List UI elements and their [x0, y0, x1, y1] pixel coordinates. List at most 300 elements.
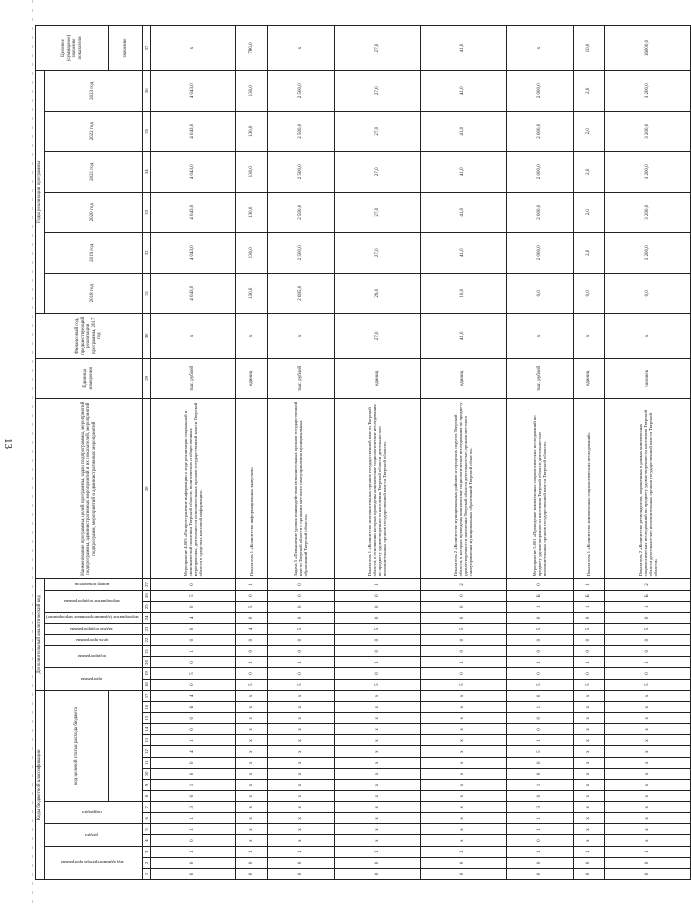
event-activity-header: мероприятие (административное мероприятие) — [44, 612, 142, 623]
column-index-cell: 28 — [142, 399, 150, 579]
column-index-cell: 7 — [142, 802, 150, 813]
row-year-value-cell: 0,0 — [506, 273, 573, 314]
year-header-2022: 2022 год — [44, 111, 142, 152]
code-digit-cell: 0 — [267, 579, 334, 590]
table-row — [267, 26, 334, 880]
code-digit-cell: 4 — [150, 612, 236, 623]
code-digit-cell: х — [267, 835, 334, 846]
code-digit-cell: 5 — [267, 679, 334, 690]
section-header: раздел — [44, 824, 142, 846]
column-index-cell: 23 — [142, 623, 150, 634]
table-row — [605, 26, 691, 880]
code-digit-cell: 1 — [506, 702, 573, 713]
code-digit-cell: х — [267, 735, 334, 746]
code-digit-cell: 3 — [506, 802, 573, 813]
code-digit-cell: х — [267, 690, 334, 701]
target-value-header: значение — [109, 26, 142, 71]
code-digit-cell: 1 — [506, 601, 573, 612]
code-digit-cell: 0 — [267, 590, 334, 601]
row-year-value-cell: 2 000,0 — [506, 192, 573, 233]
column-index-cell: 35 — [142, 111, 150, 152]
code-digit-cell: х — [236, 713, 267, 724]
column-index-cell: 18 — [142, 679, 150, 690]
code-digit-cell: 5 — [267, 623, 334, 634]
code-digit-cell: х — [573, 768, 604, 779]
code-digit-cell: х — [420, 757, 506, 768]
code-digit-cell: 0 — [335, 590, 421, 601]
code-digit-cell: 0 — [506, 646, 573, 657]
code-digit-cell: х — [420, 735, 506, 746]
column-index-cell: 33 — [142, 192, 150, 233]
code-digit-cell: х — [236, 768, 267, 779]
code-digit-cell: 0 — [267, 612, 334, 623]
row-base-year-cell: х — [236, 314, 267, 359]
code-digit-cell: 1 — [335, 846, 421, 857]
column-index-cell: 37 — [142, 26, 150, 71]
code-digit-cell: 1 — [506, 824, 573, 835]
column-index-cell: 1 — [142, 868, 150, 879]
code-digit-cell: х — [573, 724, 604, 735]
table-row — [236, 26, 267, 880]
year-header-2021: 2021 год — [44, 152, 142, 193]
code-digit-cell: 0 — [420, 612, 506, 623]
code-digit-cell: х — [420, 724, 506, 735]
code-digit-cell: х — [267, 768, 334, 779]
code-digit-cell: х — [605, 791, 691, 802]
code-digit-cell: 0 — [506, 579, 573, 590]
code-digit-cell: х — [335, 724, 421, 735]
code-digit-cell: 0 — [150, 623, 236, 634]
code-digit-cell: х — [335, 702, 421, 713]
row-unit-cell: единиц — [420, 358, 506, 399]
code-digit-cell: 0 — [605, 668, 691, 679]
code-digit-cell: 1 — [267, 657, 334, 668]
code-digit-cell: 5 — [150, 590, 236, 601]
code-digit-cell: х — [335, 757, 421, 768]
code-digit-cell: 1 — [150, 779, 236, 790]
row-target-cell: х — [506, 26, 573, 71]
code-digit-cell: 5 — [605, 623, 691, 634]
code-digit-cell: х — [605, 690, 691, 701]
code-digit-cell: 0 — [150, 868, 236, 879]
row-year-value-cell: 27,0 — [335, 233, 421, 274]
code-digit-cell: х — [573, 757, 604, 768]
column-index-row — [142, 26, 150, 880]
program-table — [35, 25, 691, 880]
column-index-cell: 5 — [142, 824, 150, 835]
code-digit-cell: 5 — [236, 601, 267, 612]
code-digit-cell: 4 — [150, 746, 236, 757]
row-target-cell: 41,0 — [420, 26, 506, 71]
program-header: программа — [44, 668, 142, 690]
code-digit-cell: 0 — [267, 668, 334, 679]
column-index-cell: 31 — [142, 273, 150, 314]
code-digit-cell: 1 — [236, 846, 267, 857]
column-index-cell: 14 — [142, 724, 150, 735]
code-digit-cell: 1 — [506, 846, 573, 857]
code-digit-cell: х — [236, 724, 267, 735]
code-digit-cell: 0 — [506, 635, 573, 646]
code-digit-cell: 0 — [420, 668, 506, 679]
code-digit-cell: 1 — [236, 579, 267, 590]
code-digit-cell: х — [236, 735, 267, 746]
code-digit-cell: х — [335, 802, 421, 813]
row-year-value-cell: 3 200,0 — [605, 192, 691, 233]
code-digit-cell: 0 — [506, 791, 573, 802]
code-digit-cell: х — [236, 690, 267, 701]
code-digit-cell: х — [335, 835, 421, 846]
code-digit-cell: 5 — [150, 668, 236, 679]
code-digit-cell: 0 — [335, 668, 421, 679]
column-index-cell: 11 — [142, 757, 150, 768]
code-digit-cell: 5 — [573, 623, 604, 634]
row-year-value-cell: 2,0 — [573, 71, 604, 112]
row-year-value-cell: 0,0 — [605, 273, 691, 314]
code-digit-cell: х — [420, 835, 506, 846]
code-digit-cell: 0 — [573, 857, 604, 868]
code-digit-cell: 5 — [420, 679, 506, 690]
row-year-value-cell: 41,0 — [420, 71, 506, 112]
code-digit-cell: х — [267, 724, 334, 735]
code-digit-cell: х — [420, 813, 506, 824]
row-year-value-cell: 2 500,0 — [267, 71, 334, 112]
column-index-cell: 2 — [142, 857, 150, 868]
code-digit-cell: 1 — [605, 601, 691, 612]
row-year-value-cell: 27,0 — [335, 71, 421, 112]
code-digit-cell: 0 — [605, 646, 691, 657]
table-row — [573, 26, 604, 880]
code-digit-cell: 0 — [506, 757, 573, 768]
code-digit-cell: х — [267, 757, 334, 768]
code-digit-cell: 1 — [420, 657, 506, 668]
column-index-cell: 3 — [142, 846, 150, 857]
code-digit-cell: 0 — [335, 857, 421, 868]
row-year-value-cell: 2,0 — [573, 233, 604, 274]
column-index-cell: 6 — [142, 813, 150, 824]
row-year-value-cell: 3 200,0 — [605, 71, 691, 112]
column-index-cell: 20 — [142, 657, 150, 668]
row-year-value-cell: 10,0 — [420, 273, 506, 314]
code-digit-cell: 0 — [267, 857, 334, 868]
code-digit-cell: 5 — [573, 679, 604, 690]
program-goal-header: цель программы — [44, 635, 142, 646]
column-index-cell: 19 — [142, 668, 150, 679]
code-digit-cell: 5 — [236, 679, 267, 690]
subprogram-event-header: мероприятие подпрограммы — [44, 590, 142, 612]
name-header: Наименование программы, целей программы, задач подпрограммы, мероприятий подпрограммы, административных мероприятий и их показателей, мероприятий подпрограмм, мероприятий и административных мероприятий — [36, 399, 143, 579]
code-digit-cell: 1 — [573, 601, 604, 612]
row-name-cell: Мероприятие 5.001 «Проведение комплексных социологических исследований по предмету удовлетворенности населения Тверской области деятельностью исполнительных органов государственной власти Тверской области» — [506, 399, 573, 579]
code-digit-cell: х — [573, 746, 604, 757]
code-digit-cell: 6 — [150, 702, 236, 713]
code-digit-cell: 1 — [150, 646, 236, 657]
code-digit-cell: 5 — [506, 746, 573, 757]
code-digit-cell: 1 — [150, 813, 236, 824]
row-year-value-cell: 130,0 — [236, 233, 267, 274]
row-year-value-cell: 2 500,0 — [267, 192, 334, 233]
code-digit-cell: 0 — [150, 724, 236, 735]
code-digit-cell: 0 — [506, 713, 573, 724]
code-digit-cell: 0 — [573, 868, 604, 879]
code-digit-cell: 5 — [605, 679, 691, 690]
row-base-year-cell: х — [150, 314, 236, 359]
code-digit-cell: 0 — [420, 601, 506, 612]
years-group-header: Годы реализации программы — [36, 71, 45, 314]
column-index-cell: 21 — [142, 646, 150, 657]
row-year-value-cell: 2 000,0 — [506, 233, 573, 274]
code-digit-cell: х — [605, 702, 691, 713]
column-index-cell: 16 — [142, 702, 150, 713]
code-digit-cell: 0 — [420, 646, 506, 657]
code-digit-cell: 1 — [267, 846, 334, 857]
code-digit-cell: 2 — [605, 579, 691, 590]
rotated-table-block — [35, 25, 658, 880]
row-year-value-cell: 2 000,0 — [506, 111, 573, 152]
row-year-value-cell: 4 043,0 — [150, 233, 236, 274]
code-digit-cell: х — [573, 813, 604, 824]
code-digit-cell: х — [335, 813, 421, 824]
year-header-2023: 2023 год — [44, 71, 142, 112]
code-digit-cell: 1 — [335, 579, 421, 590]
code-digit-cell: х — [420, 768, 506, 779]
code-digit-cell: 5 — [335, 679, 421, 690]
column-index-cell: 12 — [142, 746, 150, 757]
code-digit-cell: х — [420, 690, 506, 701]
code-digit-cell: х — [236, 835, 267, 846]
code-digit-cell: 5 — [506, 679, 573, 690]
row-year-value-cell: 2 000,0 — [506, 71, 573, 112]
row-year-value-cell: 2 500,0 — [267, 152, 334, 193]
row-target-cell: х — [150, 26, 236, 71]
row-year-value-cell: 27,0 — [335, 152, 421, 193]
code-digits-spacer — [109, 690, 142, 801]
code-digit-cell: 0 — [506, 612, 573, 623]
code-digit-cell: 0 — [150, 601, 236, 612]
code-digit-cell: 0 — [506, 768, 573, 779]
column-index-cell: 9 — [142, 779, 150, 790]
row-base-year-cell: х — [605, 314, 691, 359]
code-digit-cell: х — [605, 768, 691, 779]
row-year-value-cell: 41,0 — [420, 152, 506, 193]
row-year-value-cell: 2 000,0 — [506, 152, 573, 193]
code-digit-cell: 0 — [605, 612, 691, 623]
code-digit-cell: 1 — [506, 657, 573, 668]
code-digit-cell: 0 — [420, 590, 506, 601]
code-digit-cell: 0 — [506, 668, 573, 679]
row-target-cell: х — [267, 26, 334, 71]
code-digit-cell: х — [573, 835, 604, 846]
code-digit-cell: 1 — [605, 846, 691, 857]
code-digit-cell: х — [335, 824, 421, 835]
code-digit-cell: 0 — [335, 635, 421, 646]
page-number: 13 — [2, 438, 14, 449]
row-year-value-cell: 2,0 — [573, 111, 604, 152]
code-digit-cell: 0 — [573, 668, 604, 679]
code-digit-cell: 0 — [506, 868, 573, 879]
code-digit-cell: 0 — [420, 857, 506, 868]
code-digit-cell: 0 — [605, 857, 691, 868]
row-year-value-cell: 4 043,0 — [150, 71, 236, 112]
table-body — [150, 26, 690, 880]
code-digit-cell: х — [267, 802, 334, 813]
table-row — [150, 26, 236, 880]
code-digit-cell: 0 — [150, 768, 236, 779]
code-digit-cell: 1 — [150, 824, 236, 835]
code-digit-cell: 0 — [335, 646, 421, 657]
row-year-value-cell: 130,0 — [236, 152, 267, 193]
row-year-value-cell: 2 500,0 — [267, 233, 334, 274]
year-header-2020: 2020 год — [44, 192, 142, 233]
code-digit-cell: 0 — [150, 679, 236, 690]
target-item-code-header: код целевой статьи расхода бюджета — [44, 690, 109, 801]
code-digit-cell: х — [420, 746, 506, 757]
column-index-cell: 15 — [142, 713, 150, 724]
row-year-value-cell: 3 200,0 — [605, 152, 691, 193]
row-name-cell: Задача 5 «Повышение уровня взаимодействия исполнительных органов государственной власти Тверской области с органами местного самоуправления муниципальных образований Тверской области» — [267, 399, 334, 579]
code-digit-cell: 0 — [150, 757, 236, 768]
code-digit-cell: 0 — [150, 657, 236, 668]
column-index-cell: 8 — [142, 791, 150, 802]
code-digit-cell: 0 — [506, 857, 573, 868]
code-digit-cell: х — [335, 768, 421, 779]
scan-edge-mark — [32, 0, 33, 905]
row-base-year-cell: х — [573, 314, 604, 359]
code-digit-cell: х — [420, 713, 506, 724]
code-digit-cell: х — [236, 824, 267, 835]
code-digit-cell: х — [605, 724, 691, 735]
row-year-value-cell: 27,0 — [335, 192, 421, 233]
budget-class-header: Коды бюджетной классификации — [36, 690, 45, 879]
code-digit-cell: 1 — [420, 846, 506, 857]
row-unit-cell: единиц — [236, 358, 267, 399]
code-digit-cell: х — [236, 813, 267, 824]
code-digit-cell: 5 — [335, 623, 421, 634]
row-year-value-cell: 2,0 — [573, 152, 604, 193]
row-unit-cell: тыс. рублей — [150, 358, 236, 399]
code-digit-cell: х — [236, 702, 267, 713]
code-digit-cell: 0 — [506, 724, 573, 735]
code-digit-cell: 0 — [335, 868, 421, 879]
row-year-value-cell: 4 043,0 — [150, 152, 236, 193]
row-name-cell: Мероприятие 4.005 «Распространение информации о ходе реализации социальной и экономической политики Тверской области, политических и общественных мероприятиях, деятельности исполнительных органов государственной власти Тверской области в средствах массовой информации» — [150, 399, 236, 579]
code-digit-cell: 1 — [573, 657, 604, 668]
row-name-cell: Показатель 1 «Количество исполнительных органов государственной власти Тверской области, в отношении которых проведены комплексные социологические исследования по предмету удовлетворенности населения Тверской области деятельностью исполнительных органов государственной власти Тверской области» — [335, 399, 421, 579]
code-digit-cell: 2 — [420, 579, 506, 590]
code-digit-cell: Б — [506, 590, 573, 601]
row-target-cell: 780,0 — [236, 26, 267, 71]
code-digit-cell: 0 — [236, 635, 267, 646]
column-index-cell: 24 — [142, 612, 150, 623]
row-name-cell: Показатель 2 «Количество муниципальных районов и городских округов Тверской области, в которых проведены комплексные социологические исследования по предмету удовлетворенности населения Тверской области деятельностью органов местного самоуправления муниципальных образований Тверской области» — [420, 399, 506, 579]
code-digit-cell: 0 — [267, 601, 334, 612]
code-digit-cell: х — [335, 746, 421, 757]
row-year-value-cell: 27,0 — [335, 111, 421, 152]
code-digit-cell: х — [605, 713, 691, 724]
code-digit-cell: 1 — [335, 657, 421, 668]
code-digit-cell: 0 — [267, 635, 334, 646]
code-digit-cell: 5 — [420, 623, 506, 634]
column-index-cell: 10 — [142, 768, 150, 779]
row-year-value-cell: 2 695,0 — [267, 273, 334, 314]
row-unit-cell: тыс. рублей — [267, 358, 334, 399]
code-digit-cell: 0 — [335, 612, 421, 623]
code-digit-cell: 0 — [150, 579, 236, 590]
column-index-cell: 25 — [142, 601, 150, 612]
row-year-value-cell: 41,0 — [420, 111, 506, 152]
code-digit-cell: 0 — [150, 857, 236, 868]
code-digit-cell: х — [267, 702, 334, 713]
code-digit-cell: х — [236, 791, 267, 802]
code-digit-cell: 0 — [236, 590, 267, 601]
code-digit-cell: х — [605, 779, 691, 790]
code-digit-cell: х — [573, 791, 604, 802]
code-digit-cell: х — [267, 824, 334, 835]
code-digit-cell: 1 — [573, 579, 604, 590]
row-base-year-cell: х — [267, 314, 334, 359]
code-digit-cell: 0 — [605, 868, 691, 879]
column-index-cell: 32 — [142, 233, 150, 274]
row-unit-cell: единиц — [335, 358, 421, 399]
code-digit-cell: х — [605, 824, 691, 835]
code-digit-cell: 0 — [506, 690, 573, 701]
subsection-header: подраздел — [44, 802, 142, 824]
code-digit-cell: х — [573, 779, 604, 790]
code-digit-cell: 0 — [573, 646, 604, 657]
column-index-cell: 34 — [142, 152, 150, 193]
code-digit-cell: 5 — [506, 623, 573, 634]
code-digit-cell: х — [335, 791, 421, 802]
row-year-value-cell: 29,0 — [335, 273, 421, 314]
code-digit-cell: 0 — [573, 635, 604, 646]
code-digit-cell: х — [236, 757, 267, 768]
code-digit-cell: х — [420, 791, 506, 802]
row-year-value-cell: 3 200,0 — [605, 233, 691, 274]
year-header-2019: 2019 год — [44, 233, 142, 274]
code-digit-cell: х — [573, 802, 604, 813]
subprogram-task-header: задача подпрограммы — [44, 623, 142, 634]
code-digit-cell: х — [605, 835, 691, 846]
code-digit-cell: 0 — [420, 868, 506, 879]
row-year-value-cell: 4 043,0 — [150, 111, 236, 152]
code-digit-cell: 0 — [420, 635, 506, 646]
additional-code-header: Дополнительный аналитический код — [36, 579, 45, 690]
code-digit-cell: 0 — [506, 835, 573, 846]
row-year-value-cell: 2,0 — [573, 192, 604, 233]
column-index-cell: 29 — [142, 358, 150, 399]
code-digit-cell: х — [267, 713, 334, 724]
code-digit-cell: 0 — [236, 857, 267, 868]
code-digit-cell: х — [605, 746, 691, 757]
code-digit-cell: 0 — [150, 835, 236, 846]
table-row — [506, 26, 573, 880]
row-year-value-cell: 41,0 — [420, 192, 506, 233]
row-year-value-cell: 2 500,0 — [267, 111, 334, 152]
code-digit-cell: 1 — [573, 846, 604, 857]
code-digit-cell: 0 — [236, 612, 267, 623]
header-row-1 — [36, 26, 45, 880]
row-year-value-cell: 41,0 — [420, 233, 506, 274]
code-digit-cell: 1 — [150, 846, 236, 857]
row-target-cell: 10,0 — [573, 26, 604, 71]
row-name-cell: Показатель 1 «Количество комплексных социологических исследований» — [573, 399, 604, 579]
code-digit-cell: х — [420, 802, 506, 813]
code-digit-cell: Б — [573, 590, 604, 601]
row-year-value-cell: 130,0 — [236, 111, 267, 152]
row-year-value-cell: 3 200,0 — [605, 111, 691, 152]
column-index-cell: 17 — [142, 690, 150, 701]
row-target-cell: 16000,0 — [605, 26, 691, 71]
code-digit-cell: х — [267, 813, 334, 824]
